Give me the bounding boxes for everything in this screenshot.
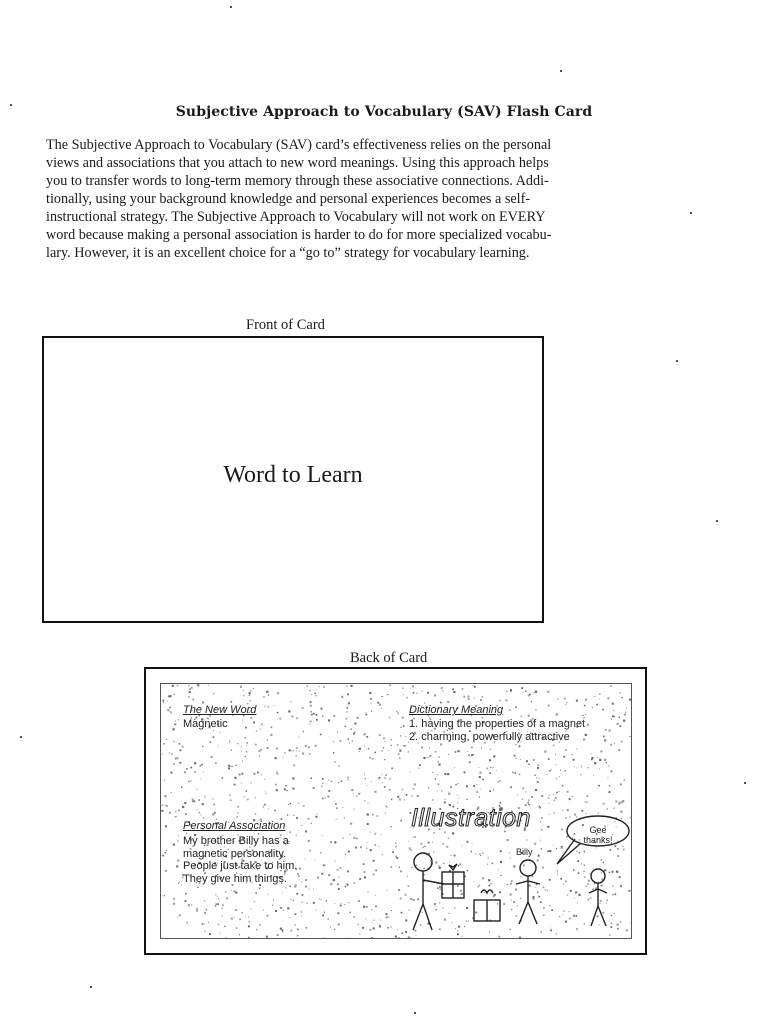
personal-line: People just take to him. [183,860,298,872]
intro-line: tionally, using your background knowledge and personal experiences becomes a self- [46,191,531,207]
personal-line: magnetic personality. [183,847,287,860]
gift-bow [449,864,457,870]
back-card-inner [160,683,632,939]
billy-body [516,876,540,924]
illustration-title: Illustration [411,804,531,832]
billy-head [520,860,536,876]
scan-mark [414,1012,416,1014]
speech-line: Gee [589,825,607,835]
giver-figure-head [414,853,432,871]
intro-line: The Subjective Approach to Vocabulary (SAV) card’s effectiveness relies on the personal [46,137,552,153]
gift-box-ribbon [442,872,464,898]
new-word-value: Magnetic [183,718,228,730]
scan-mark [230,6,232,8]
personal-association-label: Personal Association [183,820,286,832]
gift-ground-bow [481,890,493,893]
right-figure-head [591,869,605,883]
intro-line: views and associations that you attach to new word meanings. Using this approach helps [46,155,549,171]
dictionary-line: 2. charming, powerfully attractive [409,730,570,743]
giver-figure-body [413,871,444,930]
dictionary-line: 1. having the properties of a magnet [409,718,586,730]
back-card [144,667,647,955]
scan-mark [676,360,678,362]
right-figure-body [589,883,607,926]
scan-mark [20,736,22,738]
scan-mark [90,986,92,988]
personal-line: My brother Billy has a [183,835,289,847]
back-card-caption: Back of Card [350,650,428,666]
scan-mark [690,212,692,214]
scan-mark [716,520,718,522]
personal-line: They give him things. [183,872,287,885]
intro-paragraph [46,136,636,262]
intro-line: lary. However, it is an excellent choice for a “go to” strategy for vocabulary learning. [46,245,530,261]
dictionary-meaning-label: Dictionary Meaning [409,704,504,716]
scan-mark [744,782,746,784]
illustration-drawing [161,684,631,938]
page-title: Subjective Approach to Vocabulary (SAV) Flash Card [175,104,593,120]
scan-mark [10,104,12,106]
intro-line: instructional strategy. The Subjective Approach to Vocabulary will not work on EVERY [46,209,546,225]
billy-label: Billy [516,847,533,857]
intro-line: word because making a personal association is harder to do for more specialized vocabu- [46,227,552,243]
speech-bubble-text [574,825,622,845]
speech-line: thanks! [583,835,613,845]
front-card-caption: Front of Card [246,317,325,333]
scan-mark [560,70,562,72]
front-card-word: Word to Learn [223,462,363,488]
new-word-label: The New Word [183,704,257,716]
front-card [42,336,544,623]
intro-line: you to transfer words to long-term memory through these associative connections. Addi- [46,173,549,189]
